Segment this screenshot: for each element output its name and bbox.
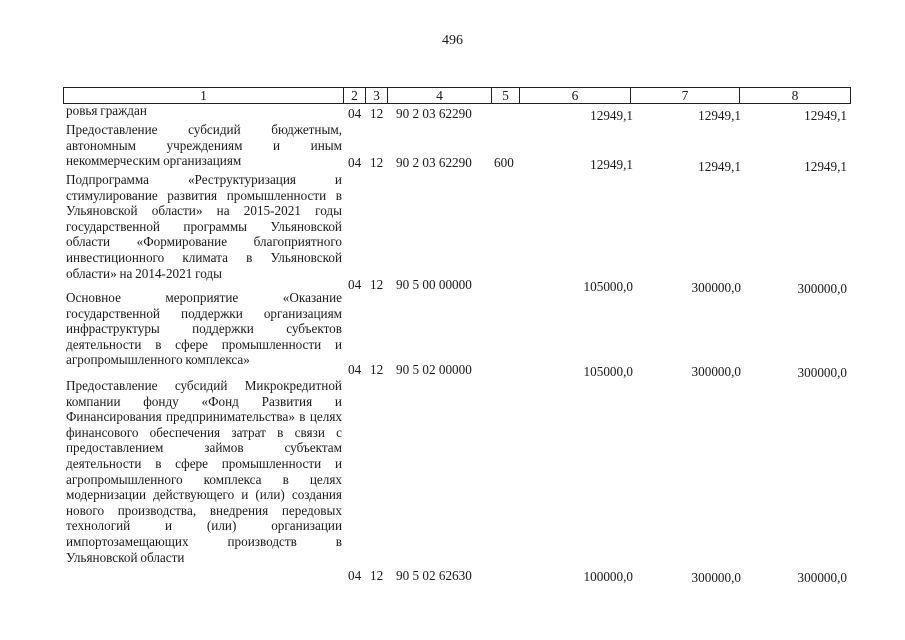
row-3-description: Основное мероприятие «Оказание государственной поддержки организациям инфраструктуры поддержки субъектов деятельности в сфере промышленности и агропромышленного комплекса» [66,290,342,368]
row-2-col-6: 105000,0 [583,279,633,294]
row-2-col-2: 04 [348,277,362,292]
header-col-2: 2 [344,88,366,104]
row-3-col-6: 105000,0 [583,364,633,379]
row-0-col-2: 04 [348,106,362,121]
page-number: 496 [442,33,463,48]
row-4-description: Предоставление субсидий Микрокредитной компании фонду «Фонд Развития и Финансирования предпринимательства» в целях финансового обеспечения затрат в связи с предоставлением займов субъектам деятельности в сфере промышленности и агропромышленного комплекса в целях модернизации действующего и (или) создания нового производства, внедрения передовых технологий и (или) организации импортозамещающих производств в Ульяновской области [66,378,342,565]
row-4-col-4: 90 5 02 62630 [396,568,472,583]
row-1-col-2: 04 [348,155,362,170]
header-col-1: 1 [64,88,344,104]
header-col-5: 5 [492,88,520,104]
row-0-col-3: 12 [370,106,384,121]
row-1-col-4: 90 2 03 62290 [396,155,472,170]
row-2-col-3: 12 [370,277,384,292]
row-4-col-8: 300000,0 [797,570,847,585]
row-4-col-6: 100000,0 [583,569,633,584]
row-3-col-2: 04 [348,362,362,377]
row-0-description: ровья граждан [66,103,147,118]
row-2-col-7: 300000,0 [691,280,741,295]
row-3-col-4: 90 5 02 00000 [396,362,472,377]
row-0-col-8: 12949,1 [804,108,847,123]
row-1-col-7: 12949,1 [698,159,741,174]
row-1-col-3: 12 [370,155,384,170]
row-3-col-3: 12 [370,362,384,377]
row-2-col-8: 300000,0 [797,281,847,296]
row-1-description: Предоставление субсидий бюджетным, автономным учреждениям и иным некоммерческим организациям [66,122,342,169]
row-1-col-8: 12949,1 [804,159,847,174]
header-row [64,88,851,104]
header-col-3: 3 [366,88,388,104]
row-0-col-4: 90 2 03 62290 [396,106,472,121]
header-col-6: 6 [520,88,631,104]
row-3-col-8: 300000,0 [797,365,847,380]
header-col-8: 8 [740,88,851,104]
row-4-col-3: 12 [370,568,384,583]
row-1-col-5: 600 [494,155,514,170]
row-4-col-7: 300000,0 [691,570,741,585]
header-col-7: 7 [631,88,740,104]
row-0-col-6: 12949,1 [590,108,633,123]
row-1-col-6: 12949,1 [590,157,633,172]
row-4-col-2: 04 [348,568,362,583]
row-2-description: Подпрограмма «Реструктуризация и стимулирование развития промышленности в Ульяновской области» на 2015-2021 годы государственной программы Ульяновской области «Формирование благоприятного инвестиционного климата в Ульяновской области» на 2014-2021 годы [66,172,342,281]
row-0-col-7: 12949,1 [698,108,741,123]
table-header [63,87,851,104]
row-3-col-7: 300000,0 [691,364,741,379]
row-2-col-4: 90 5 00 00000 [396,277,472,292]
header-col-4: 4 [388,88,492,104]
